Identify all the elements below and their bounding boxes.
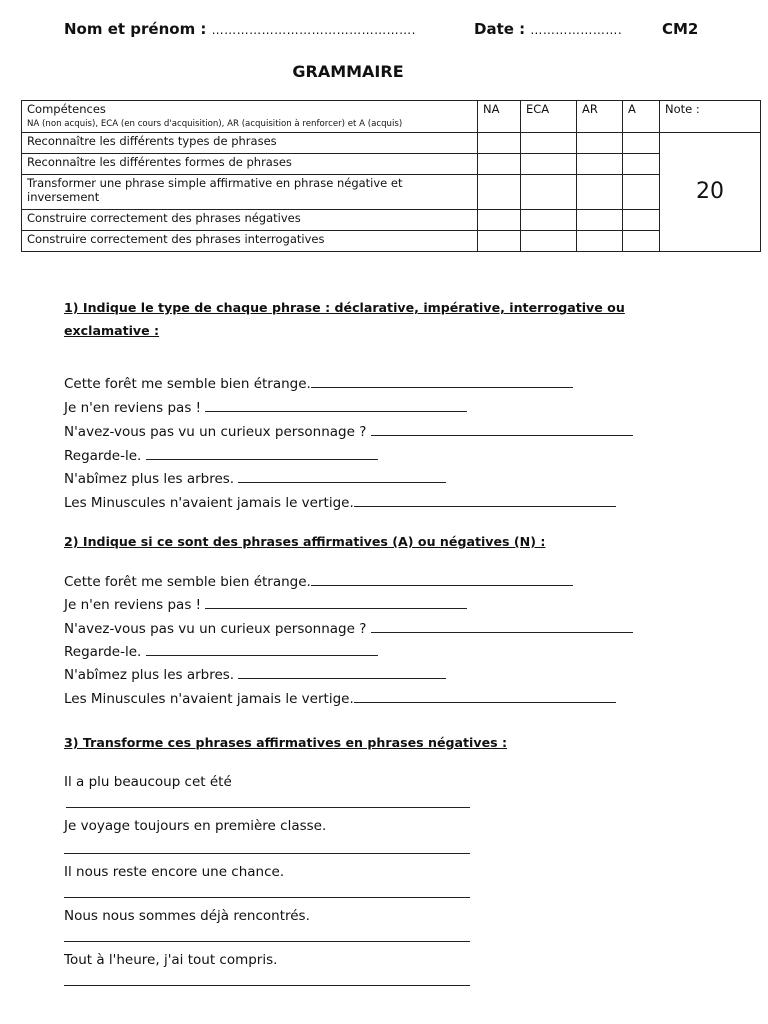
- table-row: [22, 154, 761, 175]
- competences-table: [21, 100, 761, 252]
- check-cell-a[interactable]: [623, 231, 660, 252]
- answer-blank[interactable]: [371, 422, 633, 436]
- check-cell-ar[interactable]: [577, 175, 623, 210]
- exercise3-item: Il a plu beaucoup cet été: [64, 774, 232, 790]
- answer-line[interactable]: [66, 807, 470, 808]
- answer-line[interactable]: [64, 897, 470, 898]
- answer-blank[interactable]: [371, 619, 633, 633]
- competence-cell: Construire correctement des phrases négatives: [22, 210, 478, 231]
- check-cell-na[interactable]: [478, 175, 521, 210]
- exercise1-item: [64, 446, 378, 465]
- sentence: N'avez-vous pas vu un curieux personnage ?: [64, 424, 371, 440]
- exercise1-item: [64, 422, 633, 441]
- name-label: Nom et prénom :: [64, 20, 207, 38]
- sentence: Regarde-le.: [64, 644, 146, 660]
- table-row: [22, 210, 761, 231]
- answer-blank[interactable]: [205, 595, 467, 609]
- answer-blank[interactable]: [354, 689, 616, 703]
- check-cell-na[interactable]: [478, 231, 521, 252]
- sentence: N'avez-vous pas vu un curieux personnage ?: [64, 621, 371, 637]
- sentence: Regarde-le.: [64, 448, 146, 464]
- note-value: 20: [660, 133, 761, 252]
- exercise3-item: Il nous reste encore une chance.: [64, 864, 285, 880]
- check-cell-na[interactable]: [478, 133, 521, 154]
- check-cell-eca[interactable]: [521, 210, 577, 231]
- exercise2-item: [64, 619, 633, 638]
- check-cell-ar[interactable]: [577, 231, 623, 252]
- check-cell-a[interactable]: [623, 175, 660, 210]
- check-cell-eca[interactable]: [521, 175, 577, 210]
- exercise3-item: Je voyage toujours en première classe.: [64, 818, 327, 834]
- check-cell-a[interactable]: [623, 154, 660, 175]
- exercise2-item: [64, 595, 467, 614]
- sentence: N'abîmez plus les arbres.: [64, 667, 239, 683]
- column-na: NA: [478, 101, 521, 133]
- sentence: Cette forêt me semble bien étrange.: [64, 376, 311, 392]
- check-cell-a[interactable]: [623, 133, 660, 154]
- exercise3-item: Tout à l'heure, j'ai tout compris.: [64, 952, 278, 968]
- exercise2-item: [64, 642, 378, 661]
- exercise2-item: [64, 572, 573, 591]
- date-label: Date :: [474, 20, 526, 38]
- sentence: N'abîmez plus les arbres.: [64, 471, 239, 487]
- sentence: Je n'en reviens pas !: [64, 400, 206, 416]
- check-cell-ar[interactable]: [577, 133, 623, 154]
- check-cell-ar[interactable]: [577, 210, 623, 231]
- exercise1-item: [64, 398, 467, 417]
- answer-blank[interactable]: [238, 469, 446, 483]
- answer-blank[interactable]: [205, 398, 467, 412]
- table-row: [22, 231, 761, 252]
- check-cell-na[interactable]: [478, 210, 521, 231]
- answer-line[interactable]: [64, 941, 470, 942]
- worksheet-header: [64, 20, 704, 42]
- answer-blank[interactable]: [354, 493, 616, 507]
- answer-blank[interactable]: [238, 665, 446, 679]
- column-eca: ECA: [521, 101, 577, 133]
- sentence: Je n'en reviens pas !: [64, 597, 206, 613]
- column-ar: AR: [577, 101, 623, 133]
- competence-cell: Transformer une phrase simple affirmative en phrase négative et inversement: [22, 175, 478, 210]
- exercise3-item: Nous nous sommes déjà rencontrés.: [64, 908, 310, 924]
- answer-blank[interactable]: [146, 446, 378, 460]
- answer-blank[interactable]: [311, 572, 573, 586]
- check-cell-eca[interactable]: [521, 154, 577, 175]
- page-title: GRAMMAIRE: [292, 62, 404, 81]
- check-cell-eca[interactable]: [521, 231, 577, 252]
- class-label: CM2: [662, 20, 699, 38]
- exercise1-item: [64, 374, 573, 393]
- check-cell-eca[interactable]: [521, 133, 577, 154]
- competences-header: [22, 101, 478, 133]
- sentence: Cette forêt me semble bien étrange.: [64, 574, 311, 590]
- competences-label: Compétences: [27, 102, 106, 116]
- check-cell-a[interactable]: [623, 210, 660, 231]
- answer-line[interactable]: [64, 985, 470, 986]
- exercise2-item: [64, 665, 446, 684]
- exercise3-title: 3) Transforme ces phrases affirmatives en phrases négatives :: [64, 735, 508, 750]
- answer-blank[interactable]: [146, 642, 378, 656]
- competences-legend: NA (non acquis), ECA (en cours d'acquisition), AR (acquisition à renforcer) et A (acquis): [27, 119, 403, 129]
- name-field[interactable]: [64, 20, 416, 38]
- exercise2-item: [64, 689, 616, 708]
- exercise1-title-line2: exclamative :: [64, 323, 160, 338]
- date-dots: ………………….: [530, 23, 623, 37]
- table-row: [22, 175, 761, 210]
- answer-blank[interactable]: [311, 374, 573, 388]
- table-header-row: [22, 101, 761, 133]
- sentence: Les Minuscules n'avaient jamais le vertige.: [64, 495, 354, 511]
- exercise1-title: [64, 296, 684, 342]
- check-cell-na[interactable]: [478, 154, 521, 175]
- name-dots: ………………………………………….: [211, 23, 416, 37]
- date-field[interactable]: [474, 20, 622, 38]
- answer-line[interactable]: [64, 853, 470, 854]
- exercise1-title-line1: 1) Indique le type de chaque phrase : déclarative, impérative, interrogative ou: [64, 300, 625, 315]
- sentence: Les Minuscules n'avaient jamais le vertige.: [64, 691, 354, 707]
- exercise1-item: [64, 493, 616, 512]
- column-a: A: [623, 101, 660, 133]
- exercise1-item: [64, 469, 446, 488]
- column-note: Note :: [660, 101, 761, 133]
- competence-cell: Reconnaître les différents types de phrases: [22, 133, 478, 154]
- exercise2-title: 2) Indique si ce sont des phrases affirmatives (A) ou négatives (N) :: [64, 534, 546, 549]
- table-row: [22, 133, 761, 154]
- competence-cell: Construire correctement des phrases interrogatives: [22, 231, 478, 252]
- check-cell-ar[interactable]: [577, 154, 623, 175]
- competence-cell: Reconnaître les différentes formes de phrases: [22, 154, 478, 175]
